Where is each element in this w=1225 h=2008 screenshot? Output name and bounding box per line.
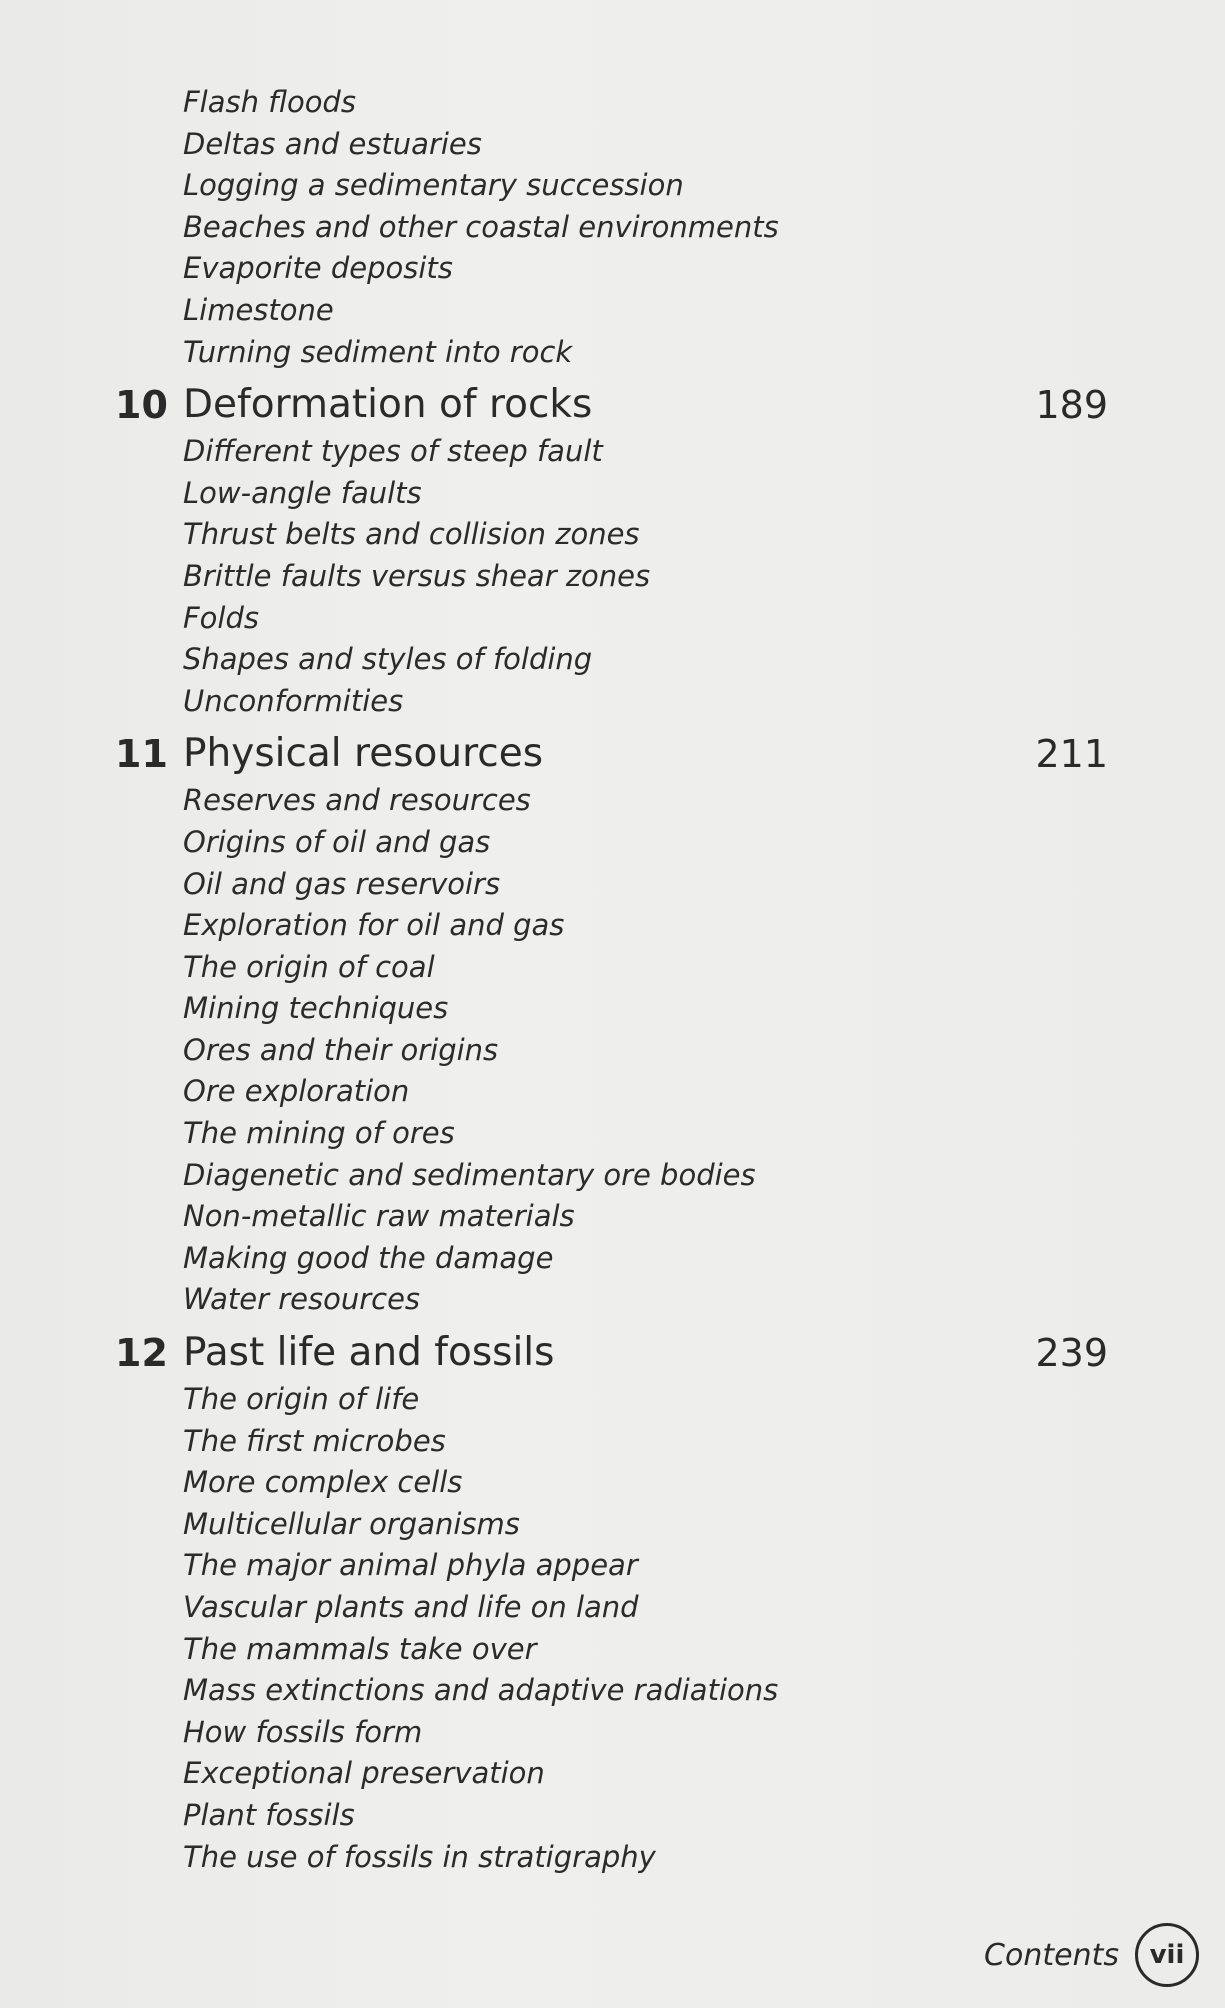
topic-item: Plant fossils bbox=[183, 1797, 355, 1832]
topic-item: Vascular plants and life on land bbox=[183, 1590, 639, 1624]
topic-item: Diagenetic and sedimentary ore bodies bbox=[183, 1157, 756, 1192]
chapter-page-number: 211 bbox=[1035, 732, 1108, 777]
topic-item: Turning sediment into rock bbox=[183, 334, 573, 369]
topic-item: Low-angle faults bbox=[183, 475, 422, 510]
topic-item: Making good the damage bbox=[183, 1240, 554, 1275]
chapter-11 bbox=[115, 728, 1115, 1321]
topic-item: Flash floods bbox=[183, 85, 356, 119]
topic-item: Exceptional preservation bbox=[183, 1756, 545, 1791]
topic-item: The mammals take over bbox=[183, 1631, 537, 1666]
chapter-10 bbox=[115, 379, 1115, 722]
chapter-heading bbox=[115, 1327, 1115, 1379]
topic-item: Evaporite deposits bbox=[183, 251, 453, 286]
chapter-number: 12 bbox=[115, 1331, 168, 1376]
topic-item: Logging a sedimentary succession bbox=[183, 168, 684, 203]
chapter-heading bbox=[115, 728, 1115, 780]
topic-item: Thrust belts and collision zones bbox=[183, 517, 640, 552]
chapter-title: Deformation of rocks bbox=[183, 382, 593, 428]
topic-item: The use of fossils in stratigraphy bbox=[183, 1839, 656, 1874]
page-footer bbox=[984, 1920, 1199, 1990]
chapter-number: 10 bbox=[115, 383, 168, 428]
topic-item: Mass extinctions and adaptive radiations bbox=[183, 1673, 779, 1708]
table-of-contents bbox=[115, 82, 1115, 1878]
chapter-page-number: 239 bbox=[1035, 1331, 1108, 1376]
topic-item: The origin of coal bbox=[183, 949, 435, 984]
topic-item: Different types of steep fault bbox=[183, 434, 603, 469]
topic-item: Origins of oil and gas bbox=[183, 824, 491, 859]
chapter-page-number: 189 bbox=[1035, 383, 1108, 428]
topic-item: Folds bbox=[183, 600, 259, 635]
topic-item: The origin of life bbox=[183, 1382, 420, 1417]
topic-item: Unconformities bbox=[183, 683, 404, 718]
chapter-heading bbox=[115, 379, 1115, 431]
chapter-title: Past life and fossils bbox=[183, 1330, 555, 1376]
topic-item: The first microbes bbox=[183, 1423, 446, 1458]
topic-item: Water resources bbox=[183, 1282, 421, 1317]
topic-item: Brittle faults versus shear zones bbox=[183, 558, 651, 593]
topic-item: How fossils form bbox=[183, 1714, 423, 1749]
topic-item: Oil and gas reservoirs bbox=[183, 866, 501, 901]
topic-item: Mining techniques bbox=[183, 991, 449, 1026]
topic-item: Reserves and resources bbox=[183, 783, 531, 818]
chapter-title: Physical resources bbox=[183, 731, 544, 777]
chapter-number: 11 bbox=[115, 732, 168, 777]
topic-item: The major animal phyla appear bbox=[183, 1548, 638, 1583]
topic-item: Beaches and other coastal environments bbox=[183, 209, 779, 244]
footer-section-label: Contents bbox=[984, 1937, 1119, 1973]
chapter-12 bbox=[115, 1327, 1115, 1878]
topic-item: Ore exploration bbox=[183, 1074, 410, 1109]
topic-item: Deltas and estuaries bbox=[183, 126, 482, 161]
topic-item: More complex cells bbox=[183, 1465, 463, 1500]
lead-topic-list bbox=[115, 82, 1115, 373]
topic-item: Multicellular organisms bbox=[183, 1506, 520, 1541]
topic-item: Limestone bbox=[183, 292, 334, 327]
topic-item: Ores and their origins bbox=[183, 1032, 499, 1067]
topic-item: Shapes and styles of folding bbox=[183, 642, 593, 677]
topic-item: Exploration for oil and gas bbox=[183, 908, 565, 943]
page-number-badge: vii bbox=[1135, 1923, 1199, 1987]
topic-item: The mining of ores bbox=[183, 1116, 455, 1151]
topic-item: Non-metallic raw materials bbox=[183, 1199, 575, 1234]
